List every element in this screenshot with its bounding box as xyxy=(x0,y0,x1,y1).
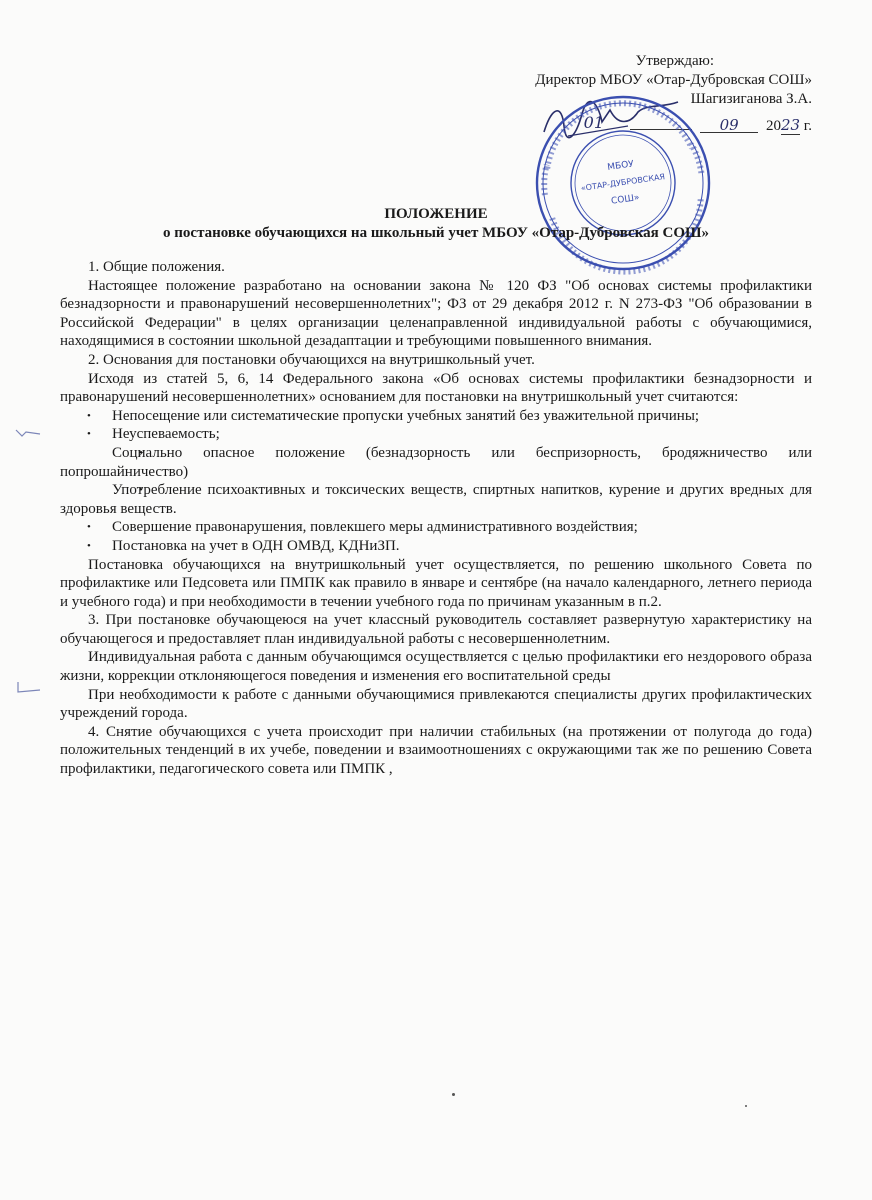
margin-mark-icon xyxy=(14,680,44,694)
list-item: • Постановка на учет в ОДН ОМВД, КДНиЗП. xyxy=(60,537,812,556)
document-subtitle: о постановке обучающихся на школьный учет МБОУ «Отар-Дубровская СОШ» xyxy=(163,225,709,241)
paragraph: Индивидуальная работа с данным обучающимся осуществляется с целью профилактики его нездорового образа жизни, коррекции отклоняющегося поведения и изменения его воспитательной среды xyxy=(60,649,812,685)
scan-dust xyxy=(745,1105,747,1107)
list-item: • Непосещение или систематические пропуски учебных занятий без уважительной причины; xyxy=(60,407,812,426)
stamp-text-2: «ОТАР-ДУБРОВСКАЯ xyxy=(580,172,666,193)
date-month: 09 xyxy=(700,116,758,133)
date-day: 01 xyxy=(583,113,604,132)
paragraph: Исходя из статей 5, 6, 14 Федерального закона «Об основах системы профилактики безнадзорности и правонарушений несовершеннолетних» основанием для постановки на внутришкольный учет считаются: xyxy=(60,370,812,406)
paragraph: При необходимости к работе с данными обучающимися привлекаются специалисты других профилактических учреждений города. xyxy=(60,686,812,722)
list-item: • Совершение правонарушения, повлекшего меры административного воздействия; xyxy=(60,518,812,537)
paragraph: Постановка обучающихся на внутришкольный учет осуществляется, по решению школьного Совета по профилактике или Педсовета или ПМПК как правило в январе и сентябре (на начало календарного, летнего периода и учебного года) и при необходимости в течении учебного года по причинам указанным в п.2. xyxy=(60,556,812,610)
section-2-heading: 2. Основания для постановки обучающихся на внутришкольный учет. xyxy=(88,351,535,368)
date-year-hand: 23 xyxy=(780,116,801,134)
approval-line-1: Утверждаю: xyxy=(635,53,714,69)
list-item: • Социально опасное положение (безнадзорность или беспризорность, бродяжничество или попрошайничество) xyxy=(60,444,812,481)
date-suffix: г. xyxy=(803,118,812,134)
section-3-paragraph: 3. При постановке обучающеюся на учет классный руководитель составляет развернутую характеристику на обучающегося и предоставляет план индивидуальной работы с несовершеннолетним. xyxy=(60,612,812,647)
document-title: ПОЛОЖЕНИЕ xyxy=(384,206,488,222)
list-item: • Употребление психоактивных и токсических веществ, спиртных напитков, курение и других вредных для здоровья веществ. xyxy=(60,481,812,518)
paragraph: Настоящее положение разработано на основании закона № 120 ФЗ "Об основах системы профилактики безнадзорности и правонарушений несовершеннолетних"; ФЗ от 29 декабря 2012 г. N 273-ФЗ "Об образовании в Российской Федерации" в целях организации целенаправленной индивидуальной работы с обучающимися, находящимися в состоянии школьной дезадаптации и требующими повышенного внимания. xyxy=(60,277,812,350)
approval-line-2: Директор МБОУ «Отар-Дубровская СОШ» xyxy=(535,72,812,88)
section-1-heading: 1. Общие положения. xyxy=(88,259,225,275)
scan-dust xyxy=(452,1093,455,1096)
margin-mark-icon xyxy=(14,426,44,440)
official-stamp xyxy=(528,88,718,278)
section-4-paragraph: 4. Снятие обучающихся с учета происходит при наличии стабильных (на протяжении от полугода до года) положительных тенденций в их учебе, поведении и взаимоотношениях с окружающими так же по решению Совета профилактики, педагогического совета или ПМПК , xyxy=(60,723,812,778)
stamp-text-1: МБОУ xyxy=(606,159,635,173)
document-body xyxy=(60,258,812,779)
list-item: • Неуспеваемость; xyxy=(60,425,812,444)
stamp-text-3: СОШ» xyxy=(610,192,641,207)
date-year-prefix: 20 xyxy=(765,118,781,134)
approval-line-3: Шагизиганова З.А. xyxy=(690,91,812,107)
